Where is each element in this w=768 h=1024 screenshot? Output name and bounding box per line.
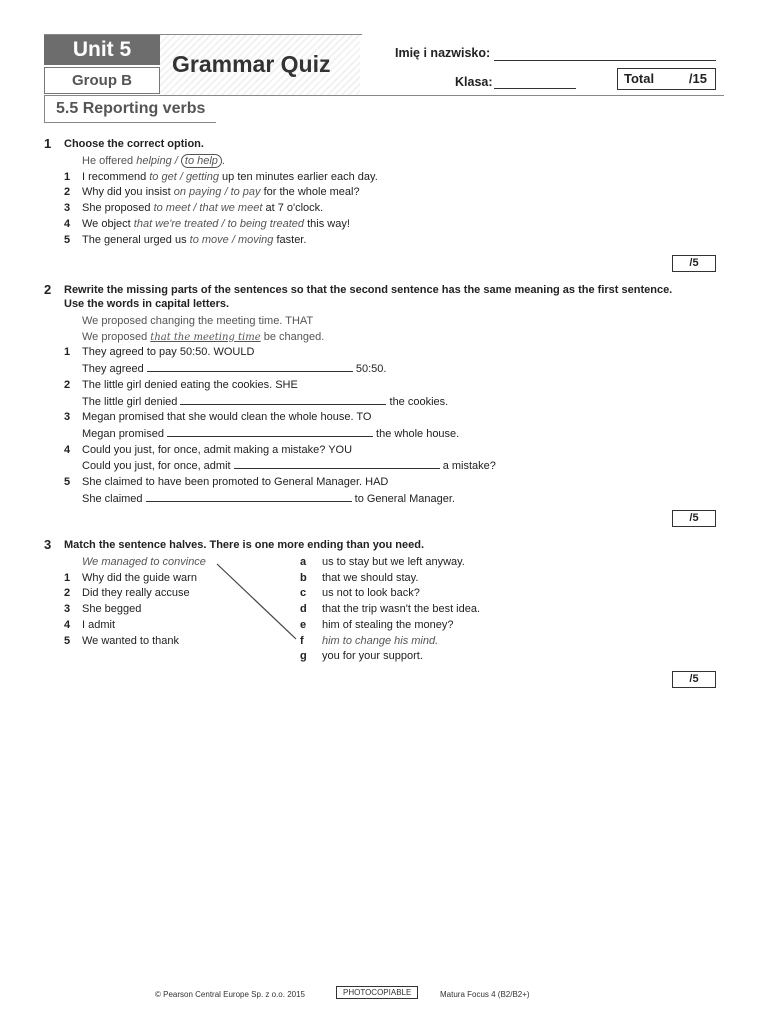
q3-example-left: We managed to convince (82, 556, 206, 568)
circled-answer: to help (181, 154, 222, 168)
q3-right-item[interactable]: c us not to look back? (300, 587, 420, 600)
q2-item-4-prompt: 4 Could you just, for once, admit making a mistake? YOU (64, 443, 353, 456)
q3-right-item[interactable]: b that we should stay. (300, 571, 419, 584)
q2-instruction-2: Use the words in capital letters. (64, 298, 230, 310)
q3-right-item[interactable]: d that the trip wasn't the best idea. (300, 603, 481, 616)
q2-instruction-1: Rewrite the missing parts of the sentences so that the second sentence has the same meaning as the first sentence. (64, 284, 673, 296)
q1-item-5[interactable]: 5 The general urged us to move / moving faster. (64, 233, 307, 246)
q3-left-item[interactable]: 4 I admit (64, 618, 116, 631)
q1-item-3[interactable]: 3 She proposed to meet / that we meet at 7 o'clock. (64, 202, 324, 215)
q3-left-item[interactable]: 5 We wanted to thank (64, 634, 180, 647)
q2-item-2-answer: The little girl denied the cookies. (82, 395, 449, 408)
q2-item-3-answer: Megan promised the whole house. (82, 427, 460, 440)
q2-item-1-answer: They agreed 50:50. (82, 363, 387, 376)
q3-instruction: Match the sentence halves. There is one more ending than you need. (64, 539, 425, 551)
q2-item-1-prompt: 1 They agreed to pay 50:50. WOULD (64, 346, 255, 359)
class-label: Klasa: (455, 75, 493, 89)
q1-item-4[interactable]: 4 We object that we're treated / to being treated this way! (64, 217, 350, 230)
q3-left-item[interactable]: 2 Did they really accuse (64, 587, 190, 600)
q2-item-3-prompt: 3 Megan promised that she would clean the whole house. TO (64, 411, 372, 424)
name-label: Imię i nazwisko: (395, 46, 491, 60)
q2-item-4-answer: Could you just, for once, admit a mistake? (82, 460, 496, 473)
q3-right-item-example: f him to change his mind. (300, 634, 439, 647)
q1-score-box[interactable]: /5 (672, 255, 716, 272)
q1-item-2[interactable]: 2 Why did you insist on paying / to pay for the whole meal? (64, 186, 360, 199)
total-value: /15 (688, 71, 707, 86)
section-title: 5.5 Reporting verbs (56, 100, 206, 117)
handwritten-answer: that the meeting time (150, 331, 261, 343)
footer-book: Matura Focus 4 (B2/B2+) (440, 990, 530, 999)
total-label: Total (624, 71, 655, 86)
q2-example-line1: We proposed changing the meeting time. THAT (82, 315, 314, 327)
unit-label: Unit 5 (44, 35, 160, 65)
q3-right-item[interactable]: e him of stealing the money? (300, 618, 454, 631)
q2-number: 2 (44, 282, 52, 297)
footer-photocopiable-wrap (336, 988, 418, 997)
q2-example-line2: We proposed that the meeting time be changed. (82, 330, 325, 343)
page-title: Grammar Quiz (172, 51, 331, 77)
q3-left-item[interactable]: 1 Why did the guide warn (64, 571, 197, 584)
q2-item-5-answer: She claimed to General Manager. (82, 492, 455, 505)
q1-example: He offered helping / to help . (82, 155, 225, 167)
q2-item-2-prompt: 2 The little girl denied eating the cookies. SHE (64, 378, 298, 391)
photocopiable-badge: PHOTOCOPIABLE (336, 986, 418, 999)
q1-instruction: Choose the correct option. (64, 138, 204, 150)
q3-left-item[interactable]: 3 She begged (64, 603, 142, 616)
group-label: Group B (44, 67, 160, 94)
q1-number: 1 (44, 136, 52, 151)
q2-score-box[interactable]: /5 (672, 510, 716, 527)
q2-item-5-prompt: 5 She claimed to have been promoted to General Manager. HAD (64, 476, 389, 489)
footer-copyright: © Pearson Central Europe Sp. z o.o. 2015 (155, 990, 305, 999)
q3-score-box[interactable]: /5 (672, 671, 716, 688)
q3-right-item[interactable]: a us to stay but we left anyway. (300, 556, 465, 568)
q3-number: 3 (44, 537, 52, 552)
q1-item-1[interactable]: 1 I recommend to get / getting up ten minutes earlier each day. (64, 170, 378, 183)
q3-right-item[interactable]: g you for your support. (300, 650, 423, 663)
